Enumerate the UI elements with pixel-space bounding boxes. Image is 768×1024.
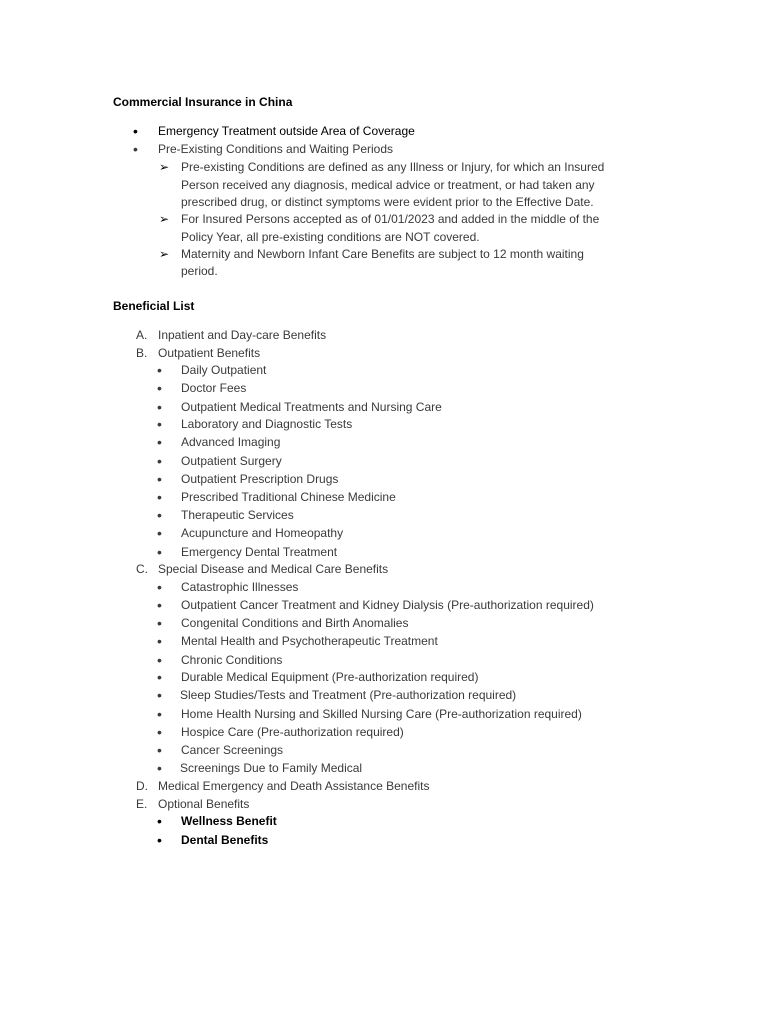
bullet-icon: • [157, 544, 162, 560]
bullet-icon: • [157, 652, 162, 668]
bullet-icon: • [157, 742, 162, 758]
arrow-bullet-icon: ➢ [159, 160, 170, 174]
list-item: Home Health Nursing and Skilled Nursing Care (Pre-authorization required) [181, 707, 582, 721]
list-item: Acupuncture and Homeopathy [181, 526, 344, 540]
arrow-bullet-icon: ➢ [159, 212, 170, 226]
list-item-d: Medical Emergency and Death Assistance Benefits [158, 779, 430, 793]
list-item: Hospice Care (Pre-authorization required) [181, 725, 404, 739]
section-title-commercial-insurance: Commercial Insurance in China [113, 95, 293, 109]
list-item: Therapeutic Services [181, 508, 294, 522]
list-letter: D. [136, 779, 148, 793]
paragraph-line: Maternity and Newborn Infant Care Benefits are subject to 12 month waiting [181, 247, 584, 261]
list-item: Daily Outpatient [181, 363, 267, 377]
list-item: Sleep Studies/Tests and Treatment (Pre-authorization required) [180, 688, 517, 702]
bullet-icon: • [157, 813, 162, 829]
bullet-icon: • [157, 434, 162, 450]
list-letter: C. [136, 562, 148, 576]
list-item: Chronic Conditions [181, 653, 283, 667]
bullet-icon: • [157, 832, 162, 848]
bullet-icon: • [157, 687, 162, 703]
list-item: Laboratory and Diagnostic Tests [181, 417, 353, 431]
bullet-icon: • [157, 362, 162, 378]
list-item: Emergency Treatment outside Area of Coverage [158, 124, 415, 138]
list-item: Advanced Imaging [181, 435, 281, 449]
list-item: Screenings Due to Family Medical [180, 761, 363, 775]
paragraph-line: For Insured Persons accepted as of 01/01/2023 and added in the middle of the [181, 212, 600, 226]
bullet-icon: • [157, 615, 162, 631]
arrow-bullet-icon: ➢ [159, 247, 170, 261]
list-item: Catastrophic Illnesses [181, 580, 299, 594]
bullet-icon: • [157, 633, 162, 649]
list-item: Doctor Fees [181, 381, 247, 395]
list-item: Durable Medical Equipment (Pre-authorization required) [181, 670, 479, 684]
list-item: Mental Health and Psychotherapeutic Treatment [181, 634, 438, 648]
bullet-icon: • [157, 380, 162, 396]
section-title-beneficial-list: Beneficial List [113, 299, 195, 313]
paragraph-line: period. [181, 264, 218, 278]
bullet-icon: • [157, 669, 162, 685]
list-letter: E. [136, 797, 148, 811]
list-item-c: Special Disease and Medical Care Benefits [158, 562, 389, 576]
paragraph-line: Pre-existing Conditions are defined as any Illness or Injury, for which an Insured [181, 160, 605, 174]
paragraph-line: prescribed drug, or distinct symptoms were evident prior to the Effective Date. [181, 195, 594, 209]
list-letter: B. [136, 346, 148, 360]
list-item-e: Optional Benefits [158, 797, 250, 811]
list-item-b: Outpatient Benefits [158, 346, 261, 360]
bullet-icon: • [157, 489, 162, 505]
bullet-icon: • [133, 123, 138, 139]
list-item: Wellness Benefit [181, 814, 277, 828]
bullet-icon: • [157, 416, 162, 432]
list-item-a: Inpatient and Day-care Benefits [158, 328, 327, 342]
bullet-icon: • [157, 597, 162, 613]
list-item: Cancer Screenings [181, 743, 284, 757]
bullet-icon: • [157, 760, 162, 776]
list-letter: A. [136, 328, 148, 342]
list-item: Pre-Existing Conditions and Waiting Periods [158, 142, 394, 156]
list-item: Outpatient Cancer Treatment and Kidney Dialysis (Pre-authorization required) [181, 598, 594, 612]
list-item: Prescribed Traditional Chinese Medicine [181, 490, 396, 504]
paragraph-line: Person received any diagnosis, medical advice or treatment, or had taken any [181, 178, 595, 192]
list-item: Outpatient Medical Treatments and Nursing Care [181, 400, 442, 414]
bullet-icon: • [157, 706, 162, 722]
list-item: Emergency Dental Treatment [181, 545, 338, 559]
bullet-icon: • [157, 724, 162, 740]
bullet-icon: • [157, 471, 162, 487]
bullet-icon: • [157, 507, 162, 523]
bullet-icon: • [157, 579, 162, 595]
bullet-icon: • [133, 141, 138, 157]
bullet-icon: • [157, 525, 162, 541]
list-item: Outpatient Prescription Drugs [181, 472, 339, 486]
list-item: Dental Benefits [181, 833, 269, 847]
bullet-icon: • [157, 453, 162, 469]
list-item: Congenital Conditions and Birth Anomalies [181, 616, 409, 630]
bullet-icon: • [157, 399, 162, 415]
paragraph-line: Policy Year, all pre-existing conditions are NOT covered. [181, 230, 480, 244]
list-item: Outpatient Surgery [181, 454, 282, 468]
